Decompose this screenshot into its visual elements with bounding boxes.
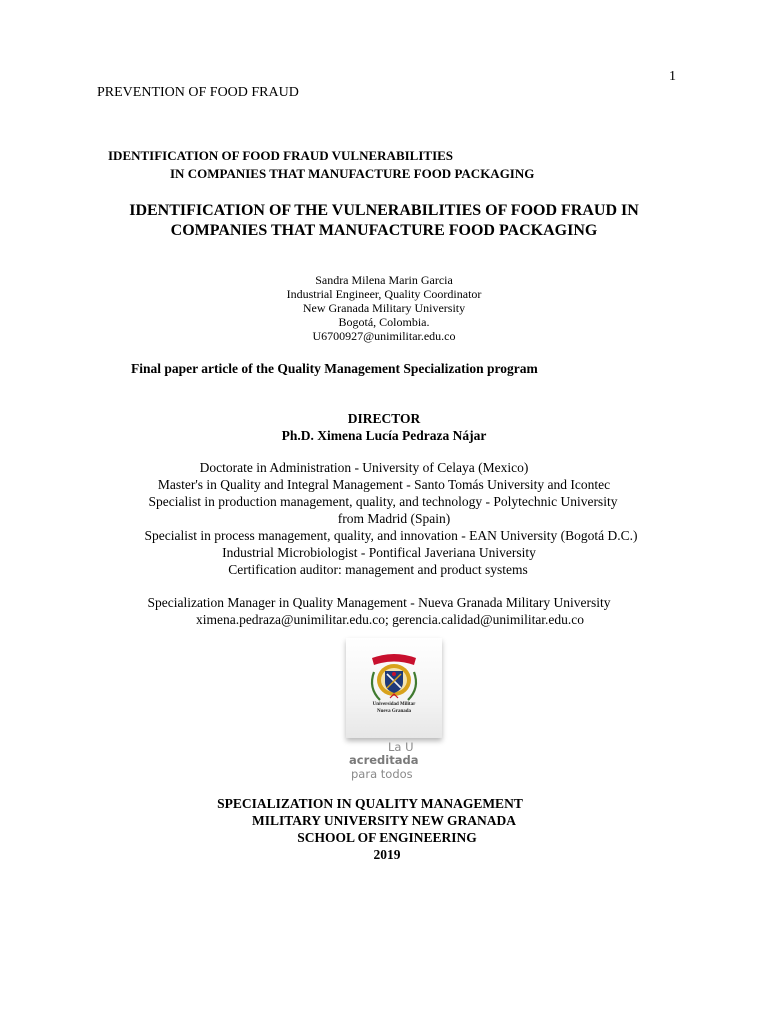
university-crest-icon [346,638,442,738]
short-title-line-2: IN COMPANIES THAT MANUFACTURE FOOD PACKAGING [170,166,535,181]
director-heading: DIRECTOR [347,411,421,426]
footer-year: 2019 [373,847,401,862]
main-title-line-2: COMPANIES THAT MANUFACTURE FOOD PACKAGING [170,222,598,239]
main-title-line-1: IDENTIFICATION OF THE VULNERABILITIES OF FOOD FRAUD IN [129,202,639,219]
footer-university: MILITARY UNIVERSITY NEW GRANADA [252,813,516,828]
credential-masters: Master's in Quality and Integral Management - Santo Tomás University and Icontec [157,477,611,492]
footer-school: SCHOOL OF ENGINEERING [297,830,477,845]
director-position: Specialization Manager in Quality Management - Nueva Granada Military University [147,595,611,610]
final-paper-note: Final paper article of the Quality Management Specialization program [131,361,538,376]
author-name: Sandra Milena Marin Garcia [315,273,453,287]
logo-slogan-line-3: para todos [351,767,413,781]
author-role: Industrial Engineer, Quality Coordinator [286,287,482,301]
logo-slogan-line-2: acreditada [349,753,419,767]
author-university: New Granada Military University [302,301,466,315]
director-name: Ph.D. Ximena Lucía Pedraza Nájar [281,428,487,443]
credential-microbiologist: Industrial Microbiologist - Pontifical Javeriana University [222,545,536,560]
director-emails: ximena.pedraza@unimilitar.edu.co; gerencia.calidad@unimilitar.edu.co [195,612,585,627]
running-head: PREVENTION OF FOOD FRAUD [97,85,299,100]
credential-specialist-production: Specialist in production management, quality, and technology - Polytechnic University [148,494,618,509]
logo-university-line-1: Universidad Militar [372,702,416,707]
short-title-line-1: IDENTIFICATION OF FOOD FRAUD VULNERABILITIES [108,148,454,163]
author-email: U6700927@unimilitar.edu.co [312,329,456,343]
credential-specialist-production-cont: from Madrid (Spain) [337,511,451,526]
logo-slogan-line-1: La U [388,740,414,754]
page-number: 1 [669,69,676,84]
author-city: Bogotá, Colombia. [338,315,430,329]
credential-auditor: Certification auditor: management and product systems [228,562,528,577]
credential-specialist-process: Specialist in process management, quality, and innovation - EAN University (Bogotá D.C.) [144,528,638,543]
logo-card [346,638,442,738]
footer-specialization: SPECIALIZATION IN QUALITY MANAGEMENT [217,796,523,811]
credential-doctorate: Doctorate in Administration - University of Celaya (Mexico) [199,460,529,475]
logo-university-line-2: Nueva Granada [376,709,412,714]
